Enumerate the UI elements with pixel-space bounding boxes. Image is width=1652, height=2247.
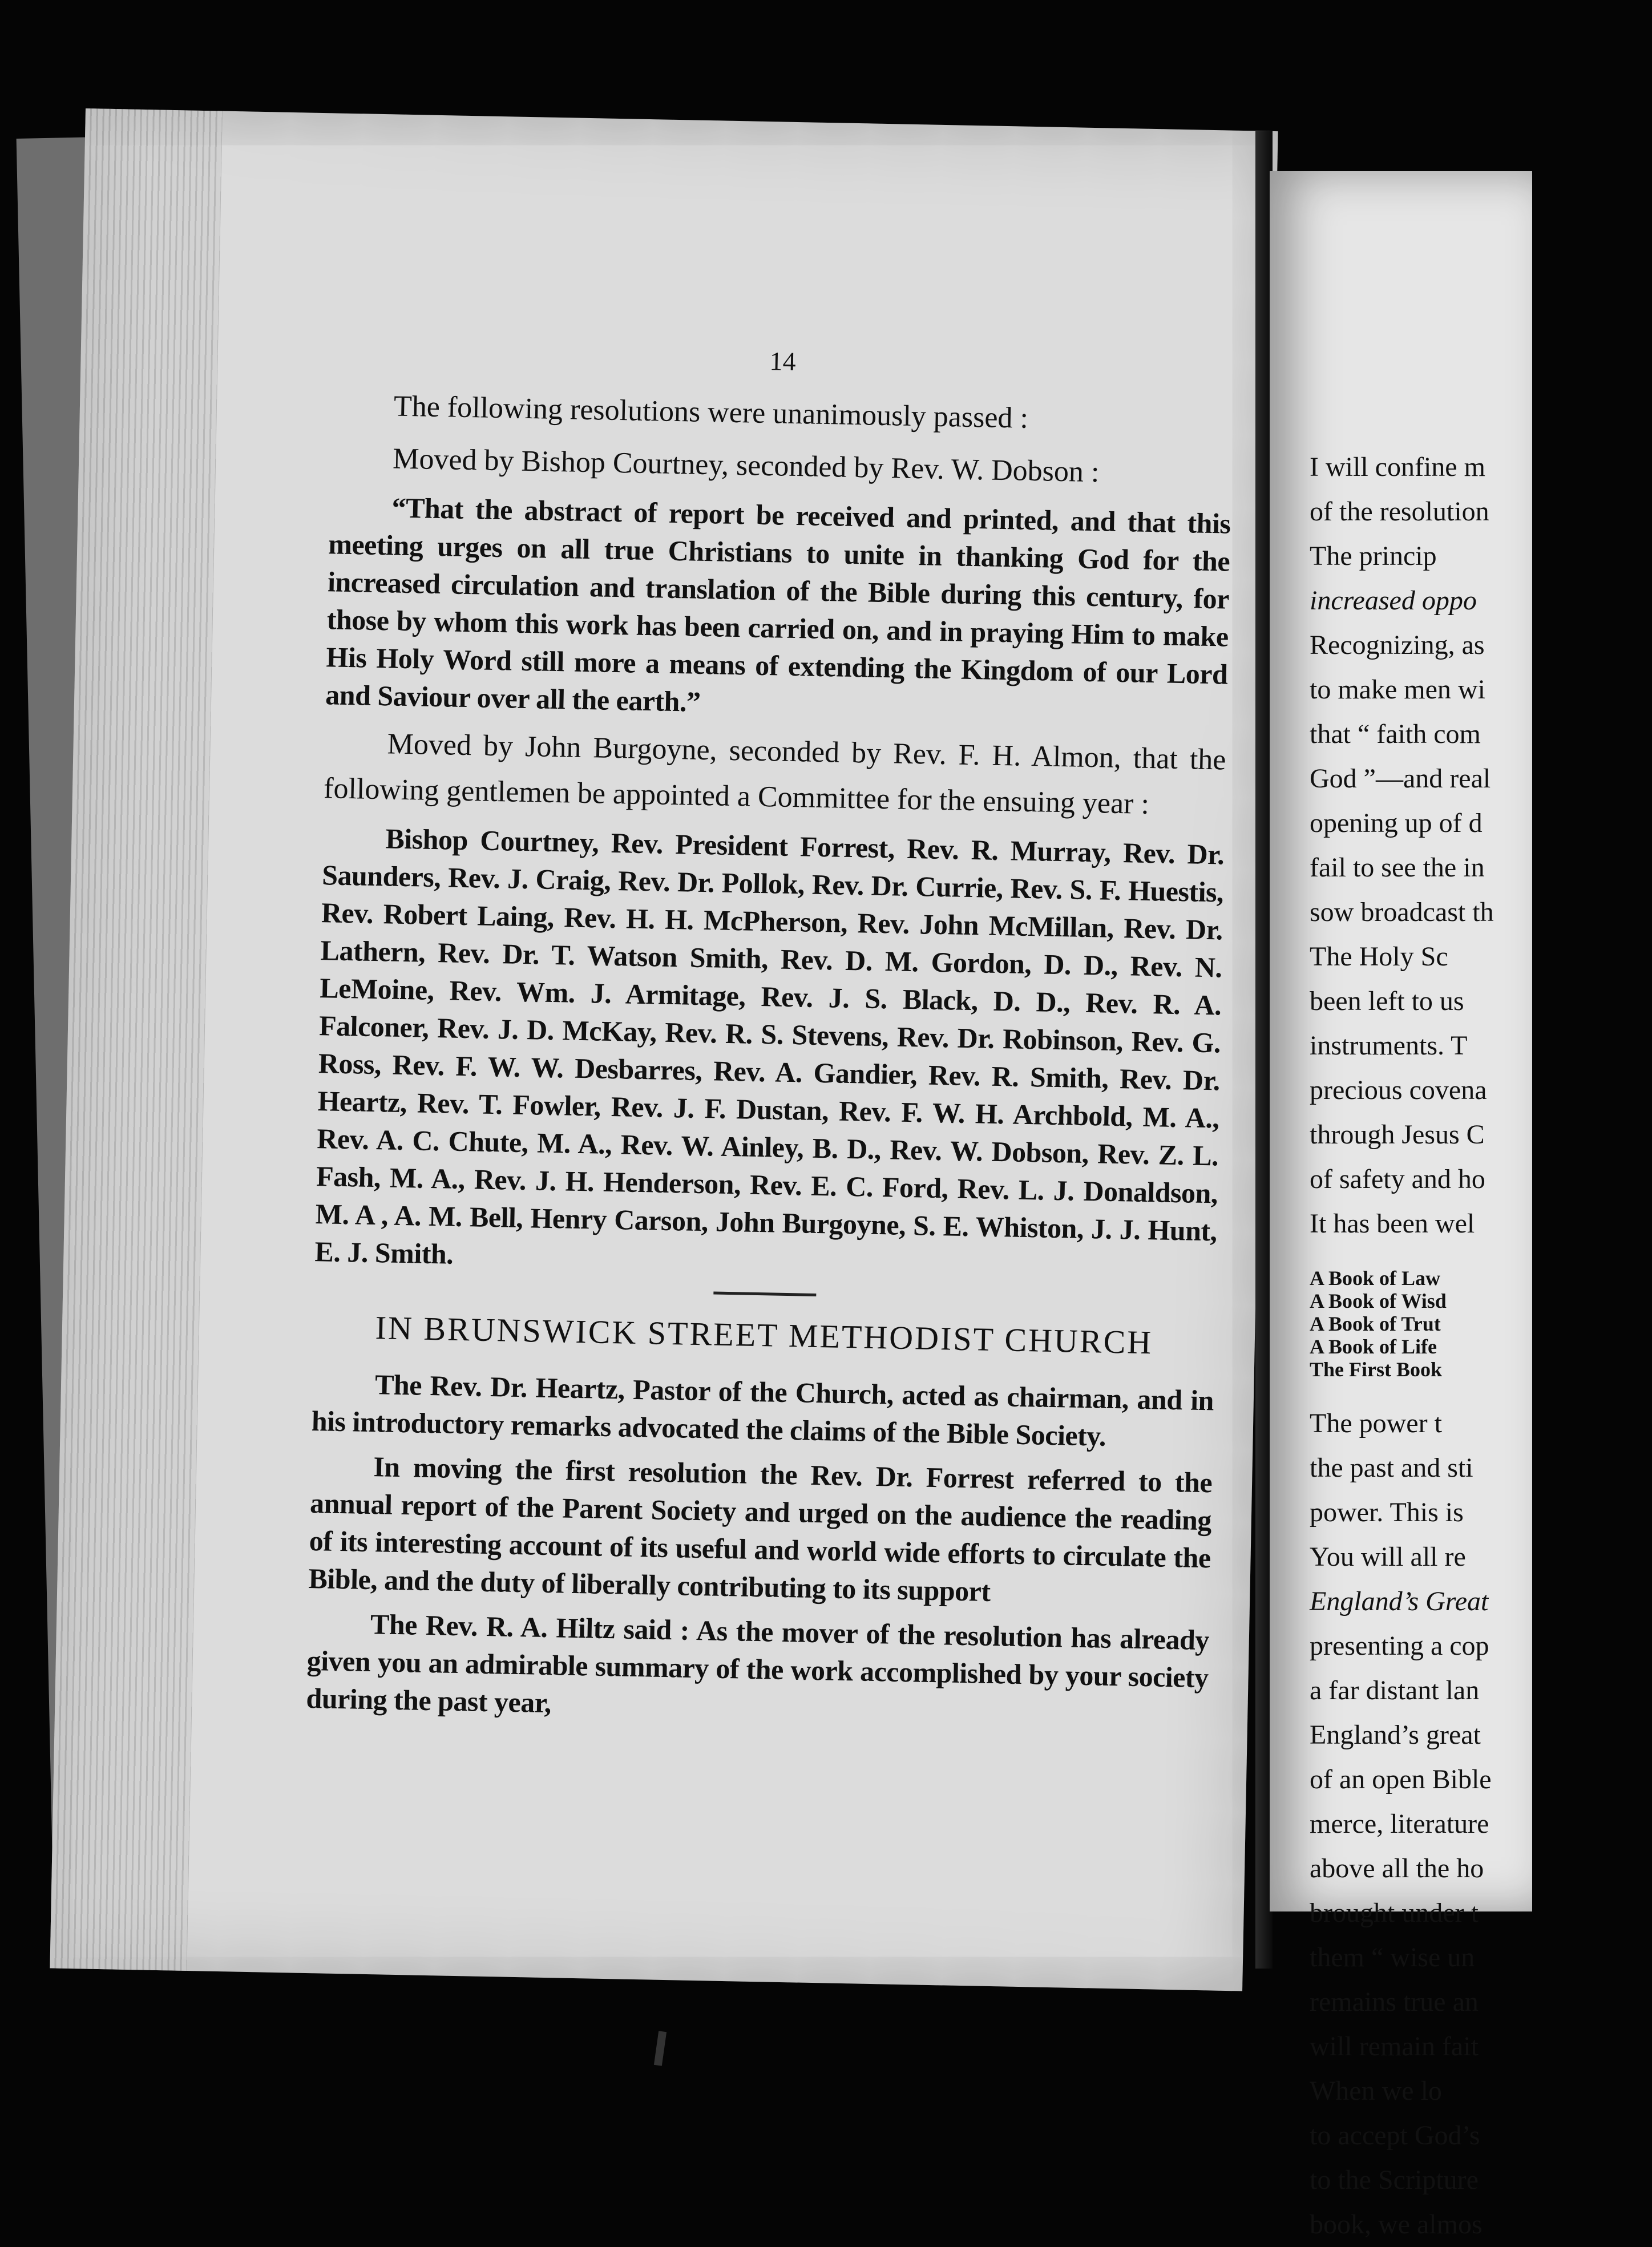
right-line: increased oppo [1310, 585, 1477, 616]
right-line: The power t [1310, 1408, 1442, 1438]
committee-list: Bishop Courtney, Rev. President Forrest, Rev. R. Murray, Rev. Dr. Saunders, Rev. J. Craig, Rev. Dr. Pollok, Rev. Dr. Currie, Rev. S. F. Huestis, Rev. Robert Laing, Rev. H. H. McPherson, Rev. John McMillan, Rev. Dr. Lathern, Rev. Dr. T. Watson Smith, Rev. D. M. Gordon, D. D., Rev. N. LeMoine, Rev. Wm. J. Armitage, Rev. J. S. Black, D. D., Rev. R. A. Falconer, Rev. J. D. McKay, Rev. R. S. Stevens, Rev. Dr. Robinson, Rev. G. Ross, Rev. F. W. W. Desbarres, Rev. A. Gandier, Rev. R. Smith, Rev. Dr. Heartz, Rev. T. Fowler, Rev. J. F. Dustan, Rev. F. W. H. Archbold, M. A., Rev. A. C. Chute, M. A., Rev. W. Ainley, B. D., Rev. W. Dobson, Rev. Z. L. Fash, M. A., Rev. J. H. Henderson, Rev. E. C. Ford, Rev. L. J. Donaldson, M. A , A. M. Bell, Henry Carson, John Burgoyne, S. E. Whiston, J. J. Hunt, E. J. Smith. [314, 822, 1225, 1270]
ink-mark [654, 2031, 667, 2066]
resolution1-text: “That the abstract of report be received and printed, and that this meeting urges on all true Christians to unite in thanking God for the increased circulation and translation of the Bible during this century, for those by whom this work has been carried on, and in praying Him to make His Holy Word still more a means of extending the Kingdom of our Lord and Saviour over all the earth.” [325, 491, 1231, 718]
right-line: instruments. T [1310, 1030, 1468, 1061]
right-line: to accept God’s [1310, 2120, 1480, 2151]
right-line: The Holy Sc [1310, 941, 1448, 972]
right-line: The princip [1310, 541, 1437, 571]
right-line: England’s great [1310, 1720, 1481, 1750]
right-line: fail to see the in [1310, 852, 1485, 883]
right-line: them “ wise un [1310, 1942, 1475, 1973]
right-page [1270, 171, 1532, 2240]
right-line: brought under t [1310, 1898, 1479, 1928]
paragraph-hiltz: The Rev. R. A. Hiltz said : As the mover of the resolution has already given you an admirable summary of the work accomplished by your society during the past year, [306, 1608, 1210, 1719]
right-line: above all the ho [1310, 1853, 1484, 1884]
paragraph-heartz: The Rev. Dr. Heartz, Pastor of the Church, acted as chairman, and in his introductory remarks advocated the claims of the Bible Society. [311, 1368, 1214, 1452]
page-number: 14 [769, 346, 797, 376]
paragraph-forrest: In moving the first resolution the Rev. Dr. Forrest referred to the annual report of the Parent Society and urged on the audience the reading of its interesting account of its useful and world wide efforts to circulate the Bible, and the duty of liberally contributing to its support [308, 1450, 1213, 1607]
right-line: of the resolution [1310, 496, 1489, 527]
right-line: of an open Bible [1310, 1764, 1492, 1795]
right-line: that “ faith com [1310, 719, 1481, 749]
right-line: power. This is [1310, 1497, 1464, 1527]
left-page-content [306, 330, 1234, 1741]
resolution2-moved: Moved by John Burgoyne, seconded by Rev. F. H. Almon, that the following gentlemen be appointed a Committee for the ensuing year : [323, 728, 1226, 821]
right-list-item: A Book of Life [1310, 1335, 1437, 1358]
right-line: through Jesus C [1310, 1120, 1485, 1150]
right-line: I will confine m [1310, 452, 1485, 482]
right-line: the past and sti [1310, 1453, 1473, 1483]
right-list-item: A Book of Law [1310, 1267, 1441, 1290]
right-line: will remain fait [1310, 2031, 1479, 2062]
right-line: to the Scripture [1310, 2165, 1479, 2195]
right-line: You will all re [1310, 1542, 1466, 1572]
right-line: God ”—and real [1310, 763, 1491, 794]
right-line: It has been wel [1310, 1209, 1475, 1239]
right-line: to make men wi [1310, 674, 1485, 705]
right-list-item: A Book of Trut [1310, 1312, 1441, 1335]
right-line: Recognizing, as [1310, 630, 1485, 660]
resolution1-moved: Moved by Bishop Courtney, seconded by Rev. W. Dobson : [392, 442, 1100, 489]
right-line: sow broadcast th [1310, 897, 1494, 927]
right-page-content [1310, 445, 1652, 2247]
right-line: a far distant lan [1310, 1675, 1480, 1706]
right-line: presenting a cop [1310, 1631, 1489, 1661]
section-divider [713, 1292, 816, 1296]
right-list-item: A Book of Wisd [1310, 1290, 1447, 1312]
right-line: merce, literature [1310, 1809, 1489, 1839]
section-heading: IN BRUNSWICK STREET METHODIST CHURCH [375, 1309, 1153, 1361]
right-line: opening up of d [1310, 808, 1483, 838]
right-line: been left to us [1310, 986, 1464, 1016]
right-line: book, we almos [1310, 2209, 1483, 2240]
resolutions-intro: The following resolutions were unanimously passed : [393, 390, 1029, 435]
right-line: precious covena [1310, 1075, 1487, 1105]
right-line: remains true an [1310, 1987, 1479, 2017]
right-line: England’s Great [1310, 1586, 1489, 1616]
right-line: of safety and ho [1310, 1164, 1485, 1194]
right-list-item: The First Book [1310, 1358, 1443, 1381]
right-line: When we lo [1310, 2076, 1442, 2106]
left-page [50, 108, 1278, 1991]
